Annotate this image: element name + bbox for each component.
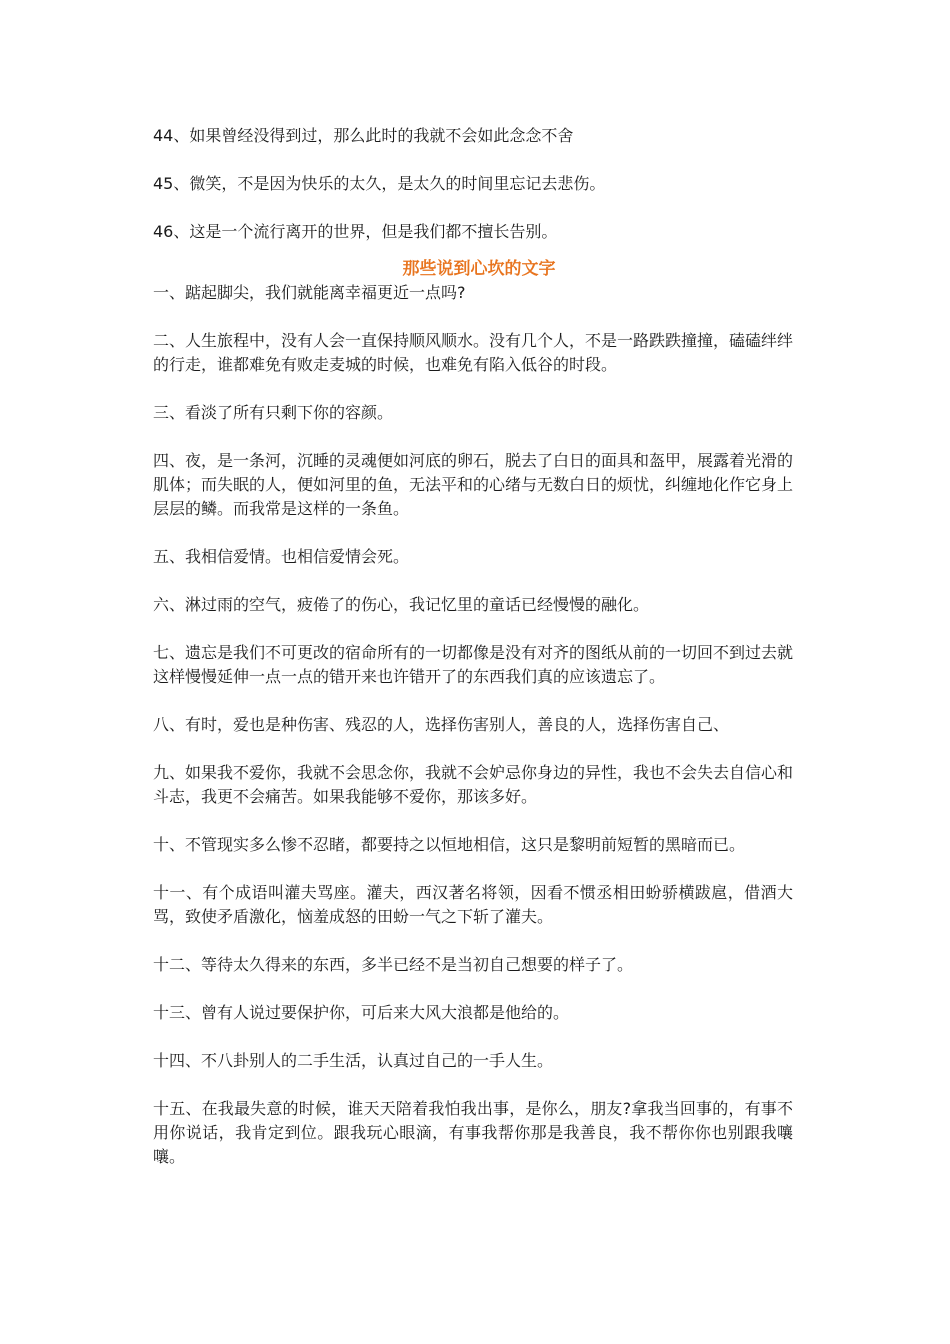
document-body [153,124,793,1169]
paragraph-1: 一、踮起脚尖，我们就能离幸福更近一点吗? [153,283,466,302]
paragraph-5: 五、我相信爱情。也相信爱情会死。 [153,547,410,566]
paragraph-12: 十二、等待太久得来的东西，多半已经不是当初自己想要的样子了。 [153,955,634,974]
paragraph-8: 八、有时，爱也是种伤害、残忍的人，选择伤害别人，善良的人，选择伤害自己、 [153,715,730,734]
paragraph-3: 三、看淡了所有只剩下你的容颜。 [153,403,394,422]
paragraph-2: 二、人生旅程中，没有人会一直保持顺风顺水。没有几个人，不是一路跌跌撞撞，磕磕绊绊的行走，谁都难免有败走麦城的时候，也难免有陷入低谷的时段。 [153,331,794,374]
paragraph-7: 七、遗忘是我们不可更改的宿命所有的一切都像是没有对齐的图纸从前的一切回不到过去就这样慢慢延伸一点一点的错开来也许错开了的东西我们真的应该遗忘了。 [153,643,794,686]
paragraph-11: 十一、有个成语叫灌夫骂座。灌夫，西汉著名将领，因看不惯丞相田蚡骄横跋扈，借酒大骂，致使矛盾激化，恼羞成怒的田蚡一气之下斩了灌夫。 [153,883,793,926]
section-title: 那些说到心坎的文字 [402,259,556,279]
paragraph-15: 十五、在我最失意的时候，谁天天陪着我怕我出事，是你么，朋友?拿我当回事的，有事不用你说话，我肯定到位。跟我玩心眼滴，有事我帮你那是我善良，我不帮你你也别跟我嚷嚷。 [153,1099,793,1166]
paragraph-46: 46、这是一个流行离开的世界，但是我们都不擅长告别。 [153,222,558,241]
paragraph-6: 六、淋过雨的空气，疲倦了的伤心，我记忆里的童话已经慢慢的融化。 [153,595,650,614]
paragraph-9: 九、如果我不爱你，我就不会思念你，我就不会妒忌你身边的异性，我也不会失去自信心和斗志，我更不会痛苦。如果我能够不爱你，那该多好。 [153,763,794,806]
paragraph-4: 四、夜，是一条河，沉睡的灵魂便如河底的卵石，脱去了白日的面具和盔甲，展露着光滑的肌体；而失眠的人，便如河里的鱼，无法平和的心绪与无数白日的烦忧，纠缠地化作它身上层层的鳞。而我常是这样的一条鱼。 [153,451,794,518]
paragraph-10: 十、不管现实多么惨不忍睹，都要持之以恒地相信，这只是黎明前短暂的黑暗而已。 [153,835,746,854]
paragraph-44: 44、如果曾经没得到过，那么此时的我就不会如此念念不舍 [153,126,574,145]
paragraph-14: 十四、不八卦别人的二手生活，认真过自己的一手人生。 [153,1051,554,1070]
paragraph-13: 十三、曾有人说过要保护你，可后来大风大浪都是他给的。 [153,1003,570,1022]
paragraph-45: 45、微笑，不是因为快乐的太久，是太久的时间里忘记去悲伤。 [153,174,606,193]
